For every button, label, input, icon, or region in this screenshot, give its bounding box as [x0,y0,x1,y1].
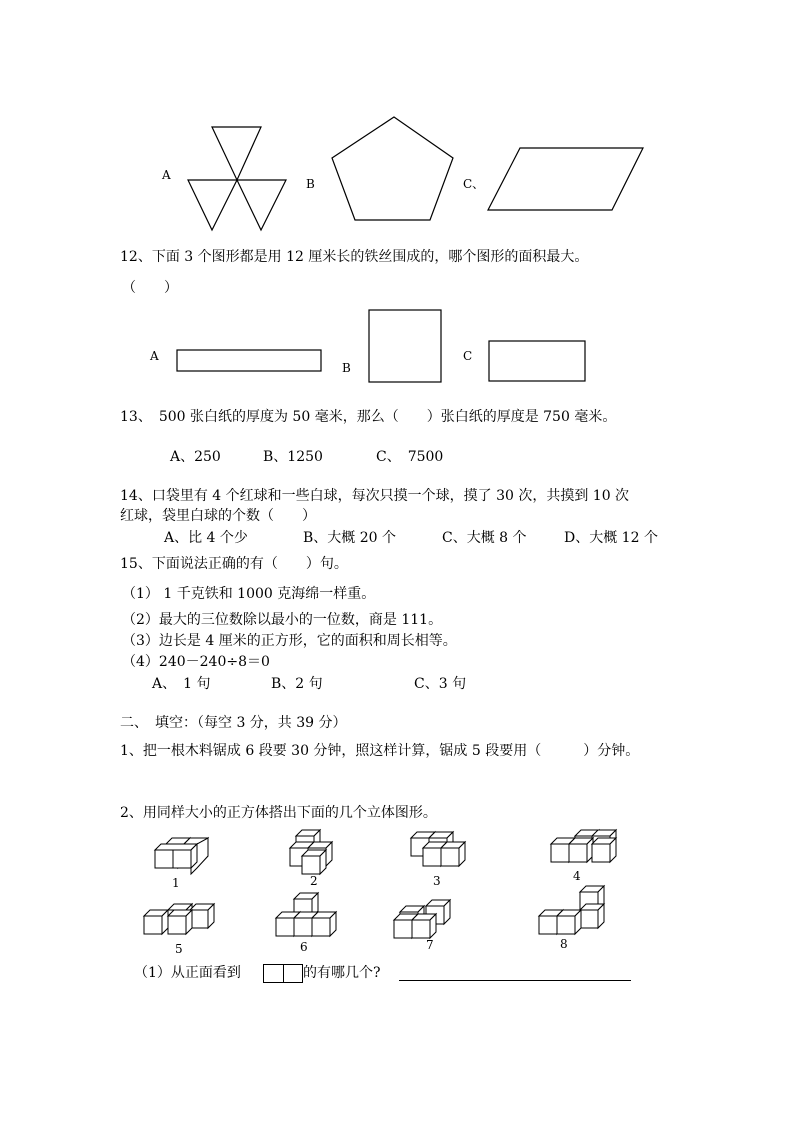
option-b: B、大概 20 个 [303,530,397,546]
sub-question-1-prefix: （1）从正面看到 [134,965,241,981]
cube-figure-4 [551,830,616,862]
cube-figure-number-5: 5 [175,942,183,956]
cube-figure-number-8: 8 [560,937,568,951]
question-15-text: 15、下面说法正确的有（ ）句。 [120,556,348,572]
answer-blank-line[interactable] [399,980,631,981]
option-c: C、3 句 [414,676,467,692]
option-d: D、大概 12 个 [564,530,658,546]
cube-figure-number-1: 1 [172,876,180,890]
option-c: C、大概 8 个 [442,530,527,546]
statement-4: （4）240－240÷8＝0 [122,654,270,670]
figure-label-b: B [306,177,315,191]
statement-2: （2）最大的三位数除以最小的一位数，商是 111。 [122,612,443,628]
cube-figure-5 [144,904,214,934]
figure-label-c: C、 [463,177,485,191]
question-14-line1: 14、口袋里有 4 个红球和一些白球，每次只摸一个球，摸了 30 次，共摸到 10 次 [120,488,630,504]
shape-label-b: B [342,361,351,375]
shape-label-a: A [150,349,159,363]
front-view-two-squares [263,964,303,983]
question-12-answer-paren: （ ） [122,280,178,296]
cube-figure-number-2: 2 [310,874,318,888]
statement-1: （1） 1 千克铁和 1000 克海绵一样重。 [122,586,376,602]
option-b: B、2 句 [271,676,323,692]
figure-label-a: A [162,168,171,182]
section-2-heading: 二、 填空：（每空 3 分，共 39 分） [120,715,347,731]
cube-figure-7 [394,900,450,938]
question-13-text: 13、 500 张白纸的厚度为 50 毫米，那么（ ）张白纸的厚度是 750 毫米。 [120,409,617,425]
cube-figure-1 [155,838,208,874]
cube-figure-number-4: 4 [573,869,581,883]
cube-figure-number-3: 3 [433,874,441,888]
option-a: A、 1 句 [152,676,211,692]
option-c: C、 7500 [376,449,444,465]
fill-question-1: 1、把一根木料锯成 6 段要 30 分钟，照这样计算，锯成 5 段要用（ ）分钟。 [120,743,640,759]
option-a: A、250 [170,449,221,465]
option-b: B、1250 [263,449,323,465]
question-12-text: 12、下面 3 个图形都是用 12 厘米长的铁丝围成的，哪个图形的面积最大。 [120,249,589,265]
fill-question-2: 2、用同样大小的正方体搭出下面的几个立体图形。 [120,805,437,821]
cube-figure-6 [276,893,336,936]
option-a: A、比 4 个少 [164,530,248,546]
statement-3: （3）边长是 4 厘米的正方形，它的面积和周长相等。 [122,633,457,649]
shape-label-c: C [463,349,473,363]
question-14-line2: 红球，袋里白球的个数（ ） [120,508,316,524]
cube-figure-8 [539,886,604,934]
cube-figure-number-7: 7 [426,938,434,952]
cube-figure-number-6: 6 [300,940,308,954]
cube-figure-3 [411,832,465,866]
sub-question-1-suffix: 的有哪几个? [303,965,381,981]
cube-figure-2 [290,830,332,874]
